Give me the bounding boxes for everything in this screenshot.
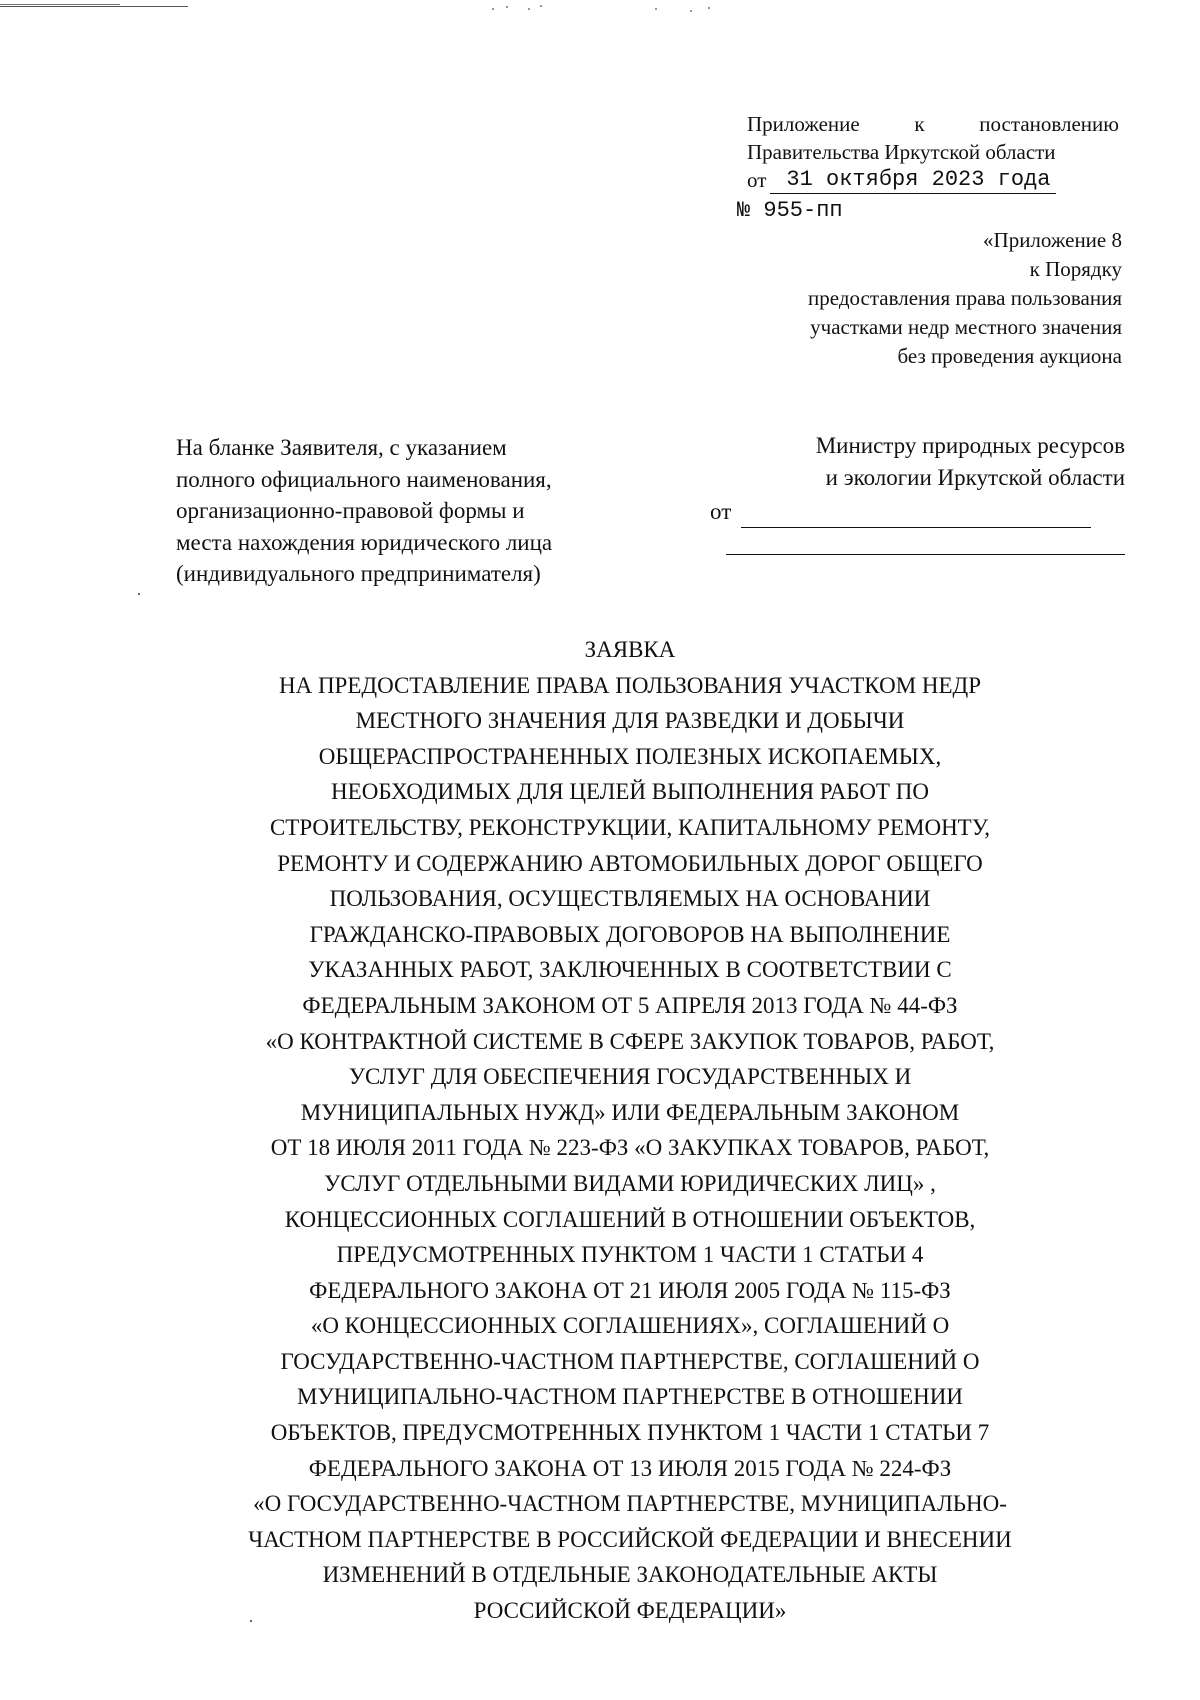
heading-line: «О КОНЦЕССИОННЫХ СОГЛАШЕНИЯХ», СОГЛАШЕНИЙ О [310, 1313, 950, 1339]
letterhead-note-line: полного официального наименования, [176, 466, 552, 492]
heading-line: РЕМОНТУ И СОДЕРЖАНИЮ АВТОМОБИЛЬНЫХ ДОРОГ ОБЩЕГО [277, 850, 983, 876]
scan-speck [528, 8, 530, 10]
scan-edge-line [0, 6, 188, 7]
heading-line: ЧАСТНОМ ПАРТНЕРСТВЕ В РОССИЙСКОЙ ФЕДЕРАЦИИ И ВНЕСЕНИИ [248, 1526, 1012, 1552]
scan-speck [655, 8, 657, 10]
scan-edge-line [0, 4, 120, 5]
scan-speck [492, 8, 494, 10]
heading-line: ГОСУДАРСТВЕННО-ЧАСТНОМ ПАРТНЕРСТВЕ, СОГЛАШЕНИЙ О [280, 1348, 980, 1374]
heading-line: ОБЪЕКТОВ, ПРЕДУСМОТРЕННЫХ ПУНКТОМ 1 ЧАСТИ 1 СТАТЬИ 7 [270, 1420, 990, 1446]
applicant-name-blank[interactable] [741, 505, 1091, 528]
heading-line: УКАЗАННЫХ РАБОТ, ЗАКЛЮЧЕННЫХ В СООТВЕТСТВИИ С [308, 957, 952, 983]
heading-line: ПРЕДУСМОТРЕННЫХ ПУНКТОМ 1 ЧАСТИ 1 СТАТЬИ 4 [336, 1242, 924, 1268]
heading-line: НЕОБХОДИМЫХ ДЛЯ ЦЕЛЕЙ ВЫПОЛНЕНИЯ РАБОТ ПО [331, 779, 929, 805]
order-reference-line: предоставления права пользования [808, 286, 1122, 310]
heading-line: ГРАЖДАНСКО-ПРАВОВЫХ ДОГОВОРОВ НА ВЫПОЛНЕНИЕ [309, 921, 951, 947]
application-heading [150, 632, 1110, 1629]
heading-line: «О КОНТРАКТНОЙ СИСТЕМЕ В СФЕРЕ ЗАКУПОК ТОВАРОВ, РАБОТ, [265, 1028, 995, 1054]
heading-line: НА ПРЕДОСТАВЛЕНИЕ ПРАВА ПОЛЬЗОВАНИЯ УЧАСТКОМ НЕДР [278, 672, 982, 698]
letterhead-note-line: организационно-правовой формы и [176, 498, 525, 523]
order-reference-line: «Приложение 8 [983, 228, 1122, 252]
appendix-word: постановлению [979, 112, 1119, 136]
heading-line: ОТ 18 ИЮЛЯ 2011 ГОДА № 223-ФЗ «О ЗАКУПКАХ ТОВАРОВ, РАБОТ, [270, 1135, 990, 1161]
heading-line: УСЛУГ ДЛЯ ОБЕСПЕЧЕНИЯ ГОСУДАРСТВЕННЫХ И [348, 1064, 912, 1090]
appendix-line [747, 110, 1119, 138]
letterhead-note-line: (индивидуального предпринимателя) [176, 561, 541, 586]
heading-line: ФЕДЕРАЛЬНОГО ЗАКОНА ОТ 13 ИЮЛЯ 2015 ГОДА № 224-ФЗ [308, 1455, 952, 1481]
addressee-block [710, 430, 1125, 555]
from-label: от [747, 168, 767, 192]
scan-speck [506, 6, 508, 8]
decree-number: № 955-пп [737, 198, 843, 223]
heading-line: СТРОИТЕЛЬСТВУ, РЕКОНСТРУКЦИИ, КАПИТАЛЬНОМУ РЕМОНТУ, [269, 814, 991, 840]
decree-date: 31 октября 2023 года [770, 167, 1056, 194]
order-reference-line: участками недр местного значения [810, 315, 1122, 339]
heading-line: МЕСТНОГО ЗНАЧЕНИЯ ДЛЯ РАЗВЕДКИ И ДОБЫЧИ [355, 708, 905, 734]
heading-title: ЗАЯВКА [584, 637, 676, 662]
heading-line: «О ГОСУДАРСТВЕННО-ЧАСТНОМ ПАРТНЕРСТВЕ, МУНИЦИПАЛЬНО- [253, 1491, 1007, 1517]
heading-line: МУНИЦИПАЛЬНЫХ НУЖД» ИЛИ ФЕДЕРАЛЬНЫМ ЗАКОНОМ [300, 1099, 960, 1125]
heading-line: КОНЦЕССИОННЫХ СОГЛАШЕНИЙ В ОТНОШЕНИИ ОБЪЕКТОВ, [284, 1206, 976, 1232]
appendix-header [737, 110, 1119, 226]
decree-date-row [747, 166, 1119, 194]
heading-line: МУНИЦИПАЛЬНО-ЧАСТНОМ ПАРТНЕРСТВЕ В ОТНОШЕНИИ [297, 1384, 963, 1410]
letterhead-note-line: места нахождения юридического лица [176, 529, 553, 555]
scan-speck [540, 5, 542, 7]
addressee-line: Министру природных ресурсов [815, 433, 1125, 458]
order-reference-line: без проведения аукциона [897, 344, 1122, 368]
letterhead-note-line: На бланке Заявителя, с указанием [176, 435, 507, 460]
order-reference-line: к Порядку [1029, 257, 1122, 281]
scan-speck [708, 7, 710, 9]
scan-speck [138, 593, 140, 595]
appendix-word: Приложение [747, 112, 860, 136]
heading-line: ФЕДЕРАЛЬНЫМ ЗАКОНОМ ОТ 5 АПРЕЛЯ 2013 ГОДА № 44-ФЗ [302, 992, 958, 1018]
applicant-name-blank-2[interactable] [726, 554, 1125, 555]
heading-line: ПОЛЬЗОВАНИЯ, ОСУЩЕСТВЛЯЕМЫХ НА ОСНОВАНИИ [329, 886, 931, 912]
appendix-line: Правительства Иркутской области [747, 140, 1056, 164]
order-reference [808, 226, 1122, 371]
heading-line: ОБЩЕРАСПРОСТРАНЕННЫХ ПОЛЕЗНЫХ ИСКОПАЕМЫХ, [318, 743, 942, 769]
appendix-word: к [914, 112, 925, 136]
from-label: от [710, 499, 732, 524]
scan-speck [690, 10, 692, 12]
heading-line: РОССИЙСКОЙ ФЕДЕРАЦИИ» [473, 1598, 787, 1624]
applicant-from-row [710, 496, 1125, 528]
letterhead-note [176, 432, 552, 590]
heading-line: ФЕДЕРАЛЬНОГО ЗАКОНА ОТ 21 ИЮЛЯ 2005 ГОДА № 115-ФЗ [309, 1277, 951, 1303]
addressee-line: и экологии Иркутской области [825, 465, 1125, 490]
heading-line: ИЗМЕНЕНИЙ В ОТДЕЛЬНЫЕ ЗАКОНОДАТЕЛЬНЫЕ АКТЫ [322, 1562, 938, 1588]
heading-line: УСЛУГ ОТДЕЛЬНЫМИ ВИДАМИ ЮРИДИЧЕСКИХ ЛИЦ» , [324, 1170, 936, 1196]
